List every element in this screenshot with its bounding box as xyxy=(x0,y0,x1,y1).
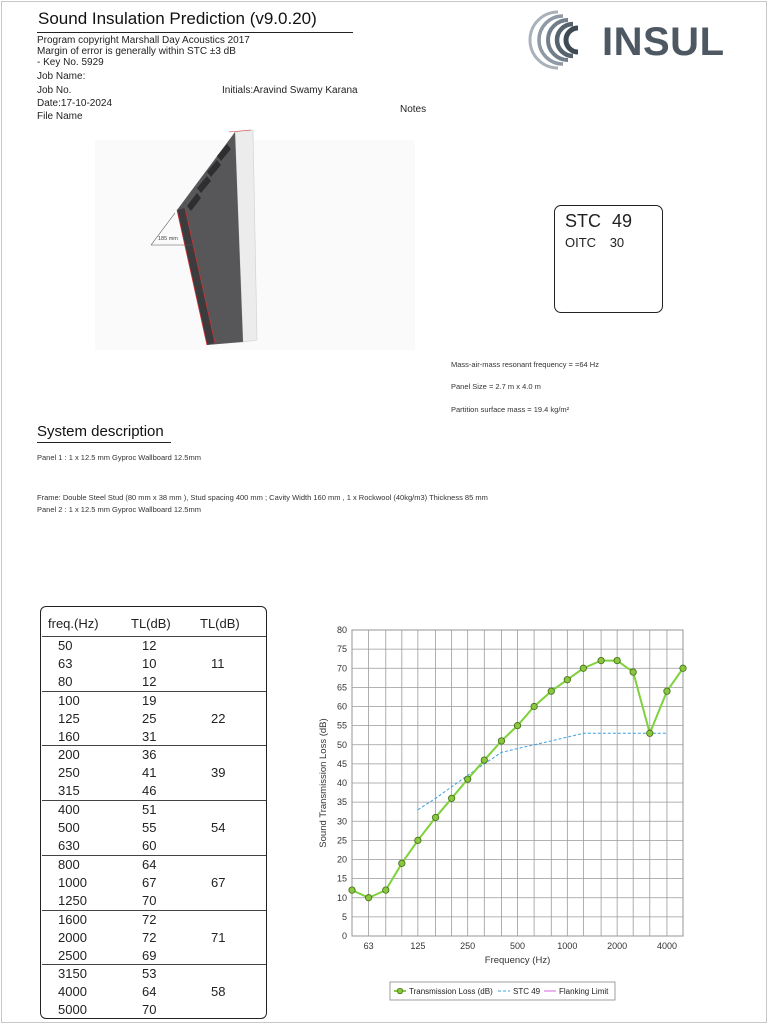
table-cell-tl: 55 xyxy=(142,820,157,836)
table-cell-tl: 36 xyxy=(142,747,157,763)
table-group-separator xyxy=(42,691,266,692)
x-tick-label: 1000 xyxy=(557,941,578,951)
table-cell-tl: 69 xyxy=(142,947,157,963)
table-cell-tl: 70 xyxy=(142,1002,157,1018)
data-point xyxy=(399,860,405,866)
table-cell-frequency: 800 xyxy=(58,856,80,872)
oitc-rating xyxy=(565,235,624,250)
y-tick-label: 20 xyxy=(336,854,347,865)
table-cell-tl: 72 xyxy=(142,929,157,945)
system-description-title: System description xyxy=(37,423,164,440)
table-cell-tl: 12 xyxy=(142,638,157,653)
date: Date:17-10-2024 xyxy=(37,98,113,109)
table-cell-tl: 53 xyxy=(142,966,157,982)
page-title: Sound Insulation Prediction (v9.0.20) xyxy=(38,9,317,28)
panel-1-description: Panel 1 : 1 x 12.5 mm Gyproc Wallboard 12.5mm xyxy=(37,453,201,462)
y-tick-label: 10 xyxy=(336,892,347,903)
table-cell-tl: 41 xyxy=(142,765,157,781)
table-cell-band-tl: 67 xyxy=(211,874,226,890)
table-cell-tl: 31 xyxy=(142,728,157,744)
data-point xyxy=(598,657,604,663)
job-no: Job No. xyxy=(37,85,72,96)
tl-chart xyxy=(310,618,690,1008)
table-cell-frequency: 630 xyxy=(58,838,80,854)
data-point xyxy=(564,677,570,683)
y-tick-label: 80 xyxy=(336,625,347,635)
table-group-separator xyxy=(42,745,266,746)
logo-text: INSUL xyxy=(602,20,725,64)
y-axis-label: Sound Transmission Loss (dB) xyxy=(318,718,329,848)
table-cell-frequency: 63 xyxy=(58,656,73,671)
table-cell-frequency: 1000 xyxy=(58,874,87,890)
table-group-separator xyxy=(42,800,266,801)
y-tick-label: 70 xyxy=(336,663,347,674)
table-cell-tl: 19 xyxy=(142,692,157,708)
legend-label-tl: Transmission Loss (dB) xyxy=(409,987,493,996)
data-point xyxy=(548,688,554,694)
data-point xyxy=(614,657,620,663)
data-point xyxy=(464,776,470,782)
y-tick-label: 45 xyxy=(336,758,347,769)
table-header-freq: freq.(Hz) xyxy=(48,616,99,631)
oitc-label: OITC xyxy=(565,235,597,250)
frame-description: Frame: Double Steel Stud (80 mm x 38 mm ), Stud spacing 400 mm ; Cavity Width 160 mm , 1 x Rockwool (40kg/m3) Thickness 85 mm xyxy=(37,493,488,502)
table-cell-tl: 10 xyxy=(142,656,157,671)
y-tick-label: 25 xyxy=(336,835,347,846)
x-tick-label: 500 xyxy=(509,941,526,951)
stc-label: STC xyxy=(565,211,601,231)
table-cell-band-tl: 39 xyxy=(211,765,226,781)
wall-section-diagram xyxy=(95,128,425,356)
panel-size: Panel Size = 2.7 m x 4.0 m xyxy=(451,382,541,391)
table-header-tl: TL(dB) xyxy=(131,616,171,631)
table-cell-frequency: 100 xyxy=(58,692,80,708)
data-point xyxy=(531,703,537,709)
key-line: - Key No. 5929 xyxy=(37,57,104,68)
table-cell-frequency: 250 xyxy=(58,765,80,781)
stc-value: 49 xyxy=(612,211,633,231)
y-tick-label: 30 xyxy=(336,816,347,827)
x-axis-label: Frequency (Hz) xyxy=(484,955,551,966)
table-header-tl-band: TL(dB) xyxy=(200,616,240,631)
title-underline xyxy=(37,32,353,33)
data-point xyxy=(630,669,636,675)
resonant-frequency: Mass-air-mass resonant frequency = =64 Hz xyxy=(451,360,599,369)
y-tick-label: 75 xyxy=(336,644,347,655)
y-tick-label: 35 xyxy=(336,797,347,808)
legend-label-flanking: Flanking Limit xyxy=(559,987,609,996)
surface-mass: Partition surface mass = 19.4 kg/m² xyxy=(451,405,570,414)
y-tick-label: 50 xyxy=(336,739,347,750)
table-cell-band-tl: 11 xyxy=(211,656,225,671)
x-tick-label: 63 xyxy=(363,941,374,951)
table-cell-band-tl: 71 xyxy=(211,929,226,945)
legend-label-stc: STC 49 xyxy=(513,987,541,996)
table-cell-band-tl: 22 xyxy=(211,710,226,726)
data-point xyxy=(514,722,520,728)
data-point xyxy=(647,730,653,736)
y-tick-label: 65 xyxy=(336,682,347,693)
legend-marker-tl xyxy=(397,988,403,994)
table-cell-frequency: 2000 xyxy=(58,929,87,945)
y-tick-label: 0 xyxy=(341,931,347,941)
table-cell-frequency: 500 xyxy=(58,820,80,836)
table-cell-frequency: 1250 xyxy=(58,892,87,908)
dimension-label: 185 mm xyxy=(158,236,178,242)
data-point xyxy=(481,757,487,763)
table-cell-frequency: 400 xyxy=(58,802,80,818)
table-cell-band-tl: 54 xyxy=(211,820,226,836)
data-point xyxy=(432,814,438,820)
table-cell-tl: 67 xyxy=(142,874,157,890)
x-tick-label: 2000 xyxy=(607,941,628,951)
table-cell-tl: 72 xyxy=(142,911,157,927)
data-point xyxy=(664,688,670,694)
x-tick-label: 125 xyxy=(410,941,426,951)
table-cell-tl: 12 xyxy=(142,674,157,689)
y-tick-label: 15 xyxy=(336,873,347,884)
table-cell-tl: 64 xyxy=(142,984,157,1000)
y-tick-label: 5 xyxy=(341,911,347,922)
y-tick-label: 40 xyxy=(336,778,347,788)
table-cell-frequency: 2500 xyxy=(58,947,87,963)
table-cell-frequency: 4000 xyxy=(58,984,87,1000)
x-tick-label: 250 xyxy=(460,941,476,951)
margin-line: Margin of error is generally within STC ±3 dB xyxy=(37,46,236,57)
panel-2-description: Panel 2 : 1 x 12.5 mm Gyproc Wallboard 12.5mm xyxy=(37,505,201,514)
data-point xyxy=(415,837,421,843)
job-name: Job Name: xyxy=(37,71,86,82)
data-point xyxy=(680,665,686,671)
notes-label: Notes xyxy=(400,104,427,115)
initials: Initials:Aravind Swamy Karana xyxy=(222,85,358,96)
table-cell-tl: 64 xyxy=(142,856,157,872)
data-point xyxy=(498,738,504,744)
data-point xyxy=(365,895,371,901)
data-point xyxy=(349,887,355,893)
y-tick-label: 55 xyxy=(336,720,347,731)
table-cell-frequency: 80 xyxy=(58,674,73,689)
table-group-separator xyxy=(42,964,266,965)
table-cell-tl: 25 xyxy=(142,710,157,726)
system-title-underline xyxy=(37,442,171,443)
table-cell-tl: 46 xyxy=(142,783,157,799)
table-cell-frequency: 125 xyxy=(58,710,80,726)
file-name: File Name xyxy=(37,111,83,122)
table-cell-frequency: 315 xyxy=(58,783,80,799)
table-cell-frequency: 160 xyxy=(58,728,80,744)
x-tick-label: 4000 xyxy=(656,941,677,951)
table-cell-frequency: 1600 xyxy=(58,911,87,927)
table-cell-band-tl: 58 xyxy=(211,984,226,1000)
stc-rating xyxy=(565,211,632,232)
data-point xyxy=(383,887,389,893)
table-cell-frequency: 50 xyxy=(58,638,73,653)
data-point xyxy=(580,665,586,671)
table-cell-tl: 51 xyxy=(142,802,157,818)
y-tick-label: 60 xyxy=(336,701,347,712)
table-cell-frequency: 200 xyxy=(58,747,80,763)
data-point xyxy=(448,795,454,801)
copyright-line: Program copyright Marshall Day Acoustics 2017 xyxy=(37,35,250,46)
table-cell-frequency: 5000 xyxy=(58,1002,87,1018)
table-cell-tl: 60 xyxy=(142,838,157,854)
table-group-separator xyxy=(42,910,266,911)
table-cell-frequency: 3150 xyxy=(58,966,87,982)
table-cell-tl: 70 xyxy=(142,892,157,908)
oitc-value: 30 xyxy=(609,235,625,250)
table-group-separator xyxy=(42,855,266,856)
table-group-separator xyxy=(42,636,266,637)
